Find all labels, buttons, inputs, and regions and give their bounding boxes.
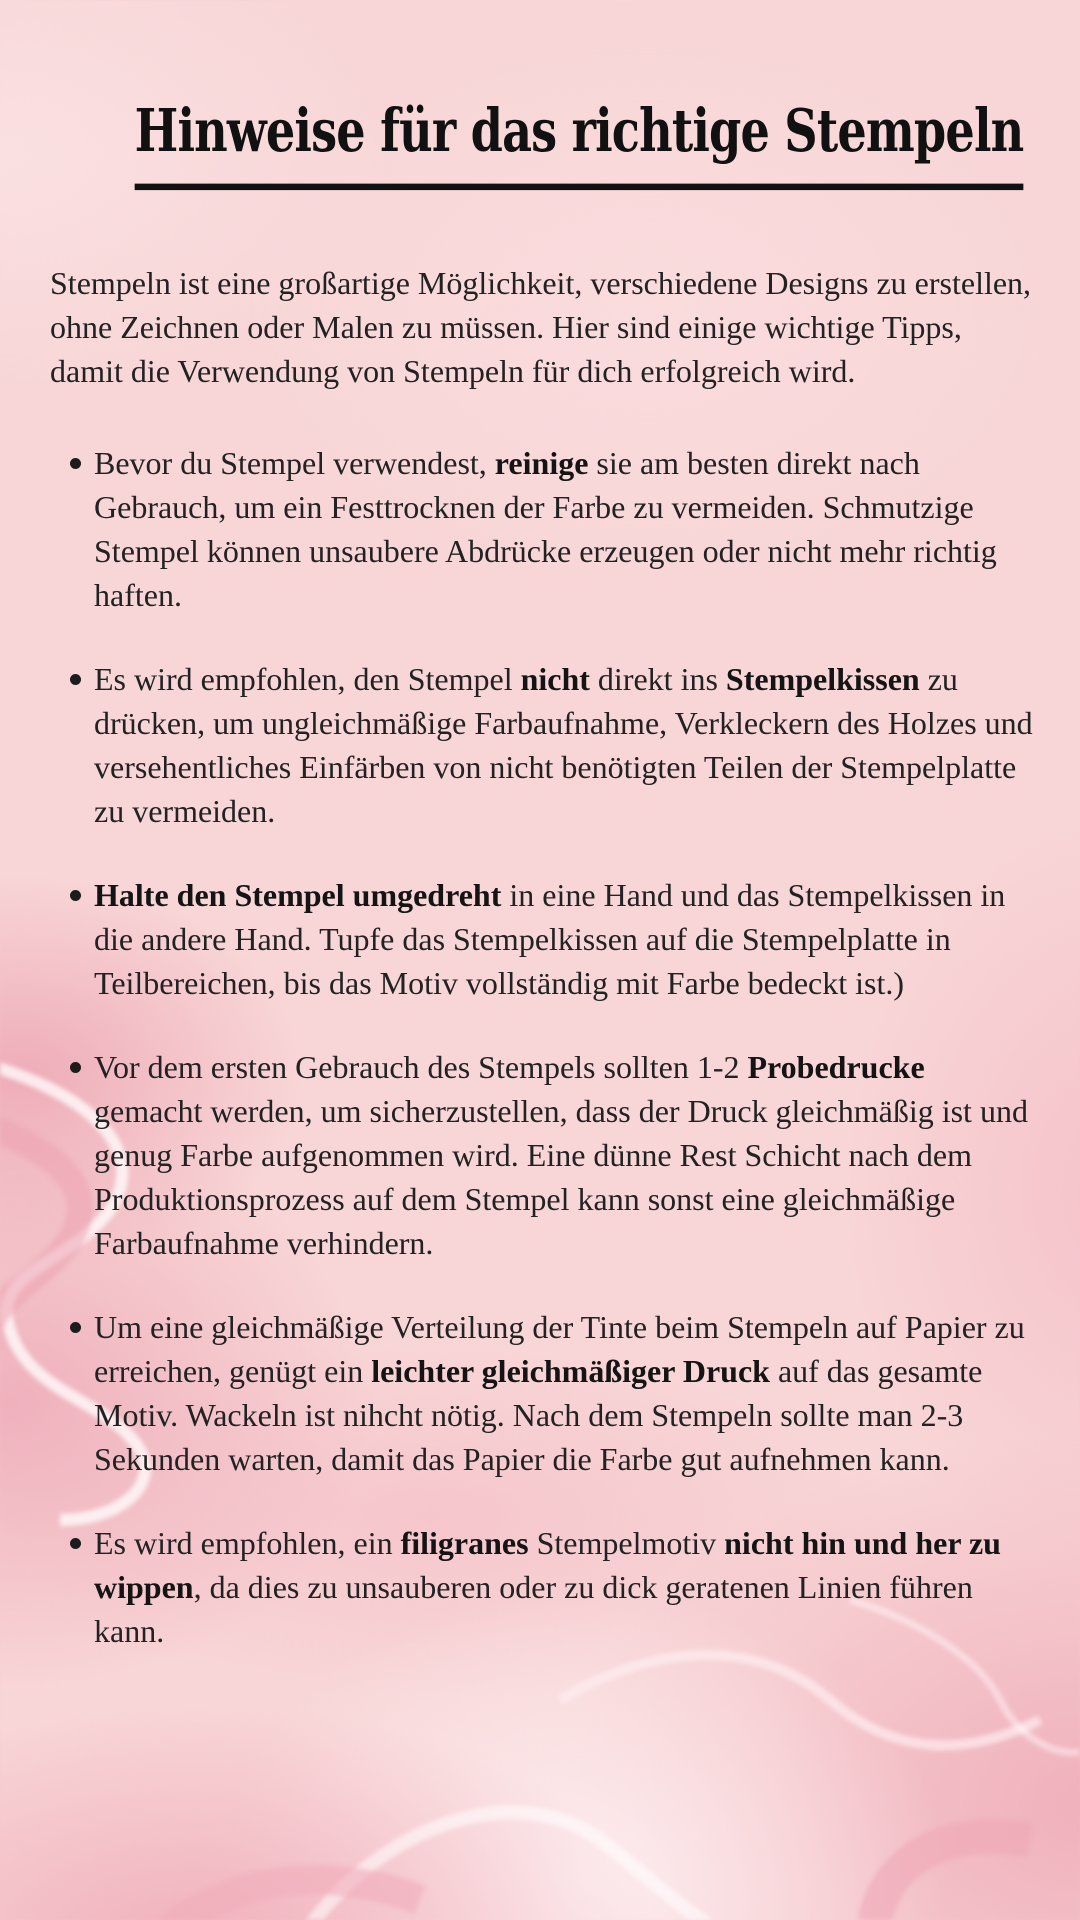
tip-item	[50, 657, 1038, 833]
intro-paragraph: Stempeln ist eine großartige Möglichkeit, verschiedene Designs zu erstellen, ohne Zeichnen oder Malen zu müssen. Hier sind einige wichtige Tipps, damit die Verwendung von Stempeln für dich erfolgreich wird.	[50, 265, 1032, 389]
tip-text: Es wird empfohlen, den Stempel	[94, 661, 521, 697]
tip-text: zu drücken, um ungleichmäßige Farbaufnahme, Verkleckern des Holzes und versehentliches Einfärben von nicht benötigten Teilen der Stempelplatte zu vermeiden.	[94, 661, 1033, 829]
tip-text: , da dies zu unsauberen oder zu dick geratenen Linien führen kann.	[94, 1569, 973, 1649]
tip-text: sie am besten direkt nach Gebrauch, um ein Festtrocknen der Farbe zu vermeiden. Schmutzige Stempel können unsaubere Abdrücke erzeugen oder nicht mehr richtig haften.	[94, 445, 997, 613]
tip-text-bold: reinige	[494, 445, 589, 481]
tip-text-bold: Probedrucke	[747, 1049, 925, 1085]
page-title-text: Hinweise für das richtige Stempeln	[135, 85, 1024, 190]
tip-text-bold: nicht hin und her zu wippen	[94, 1525, 1001, 1605]
tip-text-bold: filigranes	[400, 1525, 529, 1561]
tip-text: gemacht werden, um sicherzustellen, dass der Druck gleichmäßig ist und genug Farbe aufgenommen wird. Eine dünne Rest Schicht nach dem Produktionsprozess auf dem Stempel kann sonst eine gleichmäßige Farbaufnahme verhindern.	[94, 1093, 1028, 1261]
tips-list	[50, 441, 1038, 1653]
tip-text-bold: Stempelkissen	[725, 661, 920, 697]
tip-item	[50, 1305, 1038, 1481]
tip-text-bold: leichter gleichmäßiger Druck	[371, 1353, 770, 1389]
tip-item	[50, 441, 1038, 617]
tip-text: Vor dem ersten Gebrauch des Stempels sollten 1-2	[94, 1049, 748, 1085]
tip-text: Es wird empfohlen, ein	[94, 1525, 401, 1561]
tip-text: direkt ins	[589, 661, 726, 697]
tip-item	[50, 1045, 1038, 1265]
page-title	[50, 90, 1038, 187]
tip-text-bold: Halte den Stempel umgedreht	[94, 877, 502, 913]
tip-text: Stempelmotiv	[528, 1525, 725, 1561]
tip-text: Um eine gleichmäßige Verteilung der Tinte beim Stempeln auf Papier zu erreichen, genügt ein	[94, 1309, 1025, 1389]
tip-text: Bevor du Stempel verwendest,	[94, 445, 495, 481]
tip-text: in eine Hand und das Stempelkissen in die andere Hand. Tupfe das Stempelkissen auf die Stempelplatte in Teilbereichen, bis das Motiv vollständig mit Farbe bedeckt ist.)	[94, 877, 1006, 1001]
tip-item	[50, 873, 1038, 1005]
tip-text: auf das gesamte Motiv. Wackeln ist nihcht nötig. Nach dem Stempeln sollte man 2-3 Sekunden warten, damit das Papier die Farbe gut aufnehmen kann.	[94, 1353, 983, 1477]
tip-text-bold: nicht	[520, 661, 590, 697]
tip-item	[50, 1521, 1038, 1653]
